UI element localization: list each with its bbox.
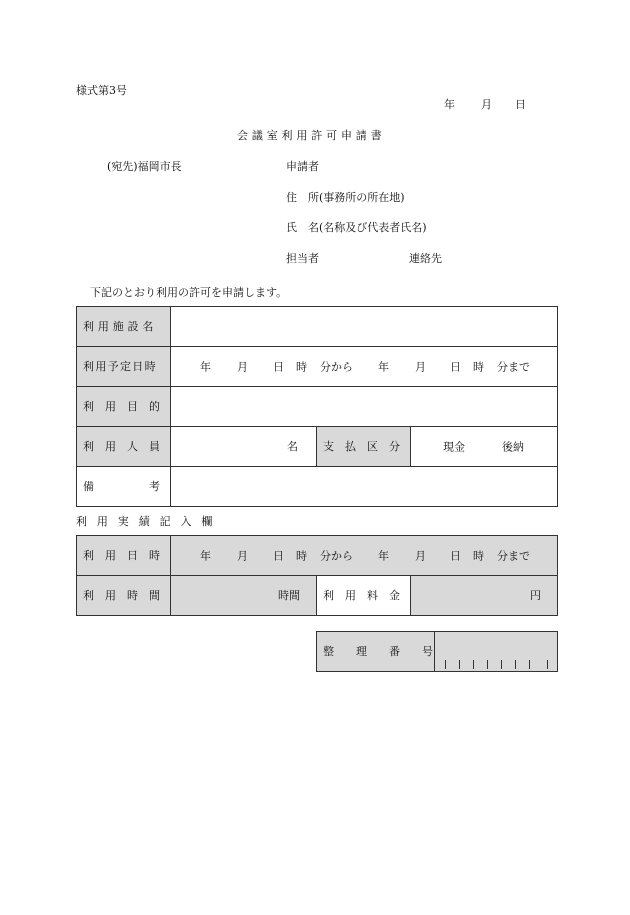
record-time-label: 利 用 時 間 <box>77 576 171 616</box>
schedule-to-day: 日 <box>450 360 461 373</box>
reference-table <box>316 631 558 672</box>
record-from-day: 日 <box>273 549 284 562</box>
schedule-to-hour: 時 <box>473 360 484 373</box>
record-time-unit: 時間 <box>278 589 300 602</box>
payment-label: 支 払 区 分 <box>317 427 411 467</box>
schedule-from-suffix: 分から <box>320 360 353 373</box>
schedule-from-hour: 時 <box>296 360 307 373</box>
record-to-month: 月 <box>415 549 426 562</box>
remarks-row <box>77 467 558 507</box>
schedule-from-year: 年 <box>200 360 211 373</box>
record-fee-field[interactable] <box>411 576 558 616</box>
record-table <box>76 535 558 616</box>
schedule-from-day: 日 <box>273 360 284 373</box>
facility-field[interactable] <box>171 307 558 347</box>
application-table <box>76 306 558 507</box>
reference-row <box>317 632 558 672</box>
intro-text: 下記のとおり利用の許可を申請します。 <box>90 286 288 299</box>
record-date-field[interactable] <box>171 536 558 576</box>
purpose-label: 利 用 目 的 <box>77 387 171 427</box>
date-month-label: 月 <box>481 98 492 111</box>
record-fee-label: 利 用 料 金 <box>317 576 411 616</box>
reference-field[interactable] <box>435 632 558 672</box>
schedule-to-month: 月 <box>415 360 426 373</box>
purpose-field[interactable] <box>171 387 558 427</box>
purpose-row <box>77 387 558 427</box>
name-label: 氏 名(名称及び代表者氏名) <box>286 221 427 234</box>
record-section-title: 利用実績記入欄 <box>76 515 223 528</box>
schedule-from-month: 月 <box>237 360 248 373</box>
schedule-to-suffix: 分まで <box>497 360 530 373</box>
form-number: 様式第3号 <box>76 84 127 97</box>
record-to-hour: 時 <box>473 549 484 562</box>
persons-field[interactable] <box>171 427 317 467</box>
address-label: 住 所(事務所の所在地) <box>286 191 405 204</box>
record-to-year: 年 <box>378 549 389 562</box>
persons-row <box>77 427 558 467</box>
record-to-suffix: 分まで <box>497 549 530 562</box>
payment-later[interactable]: 後納 <box>502 440 524 453</box>
record-date-label: 利 用 日 時 <box>77 536 171 576</box>
date-year-label: 年 <box>444 98 455 111</box>
schedule-row <box>77 347 558 387</box>
record-fee-unit: 円 <box>530 589 542 602</box>
record-from-hour: 時 <box>296 549 307 562</box>
record-to-day: 日 <box>450 549 461 562</box>
contact-label: 連絡先 <box>409 252 442 265</box>
remarks-label: 備 考 <box>77 467 171 507</box>
facility-row <box>77 307 558 347</box>
reference-label: 整 理 番 号 <box>317 632 435 672</box>
applicant-label: 申請者 <box>286 160 319 173</box>
record-from-month: 月 <box>237 549 248 562</box>
remarks-field[interactable] <box>171 467 558 507</box>
record-time-field[interactable] <box>171 576 317 616</box>
persons-label: 利 用 人 員 <box>77 427 171 467</box>
schedule-to-year: 年 <box>378 360 389 373</box>
addressee: (宛先)福岡市長 <box>107 160 182 173</box>
reference-digit-boxes <box>445 660 547 669</box>
record-date-row <box>77 536 558 576</box>
record-from-year: 年 <box>200 549 211 562</box>
schedule-label: 利用予定日時 <box>77 347 171 387</box>
facility-label: 利用施設名 <box>77 307 171 347</box>
payment-cash[interactable]: 現金 <box>443 440 465 453</box>
payment-field[interactable] <box>411 427 558 467</box>
persons-unit: 名 <box>287 440 298 453</box>
date-day-label: 日 <box>515 98 526 111</box>
record-time-row <box>77 576 558 616</box>
record-from-suffix: 分から <box>320 549 353 562</box>
schedule-field[interactable] <box>171 347 558 387</box>
person-in-charge-label: 担当者 <box>286 252 319 265</box>
document-title: 会議室利用許可申請書 <box>237 129 386 142</box>
